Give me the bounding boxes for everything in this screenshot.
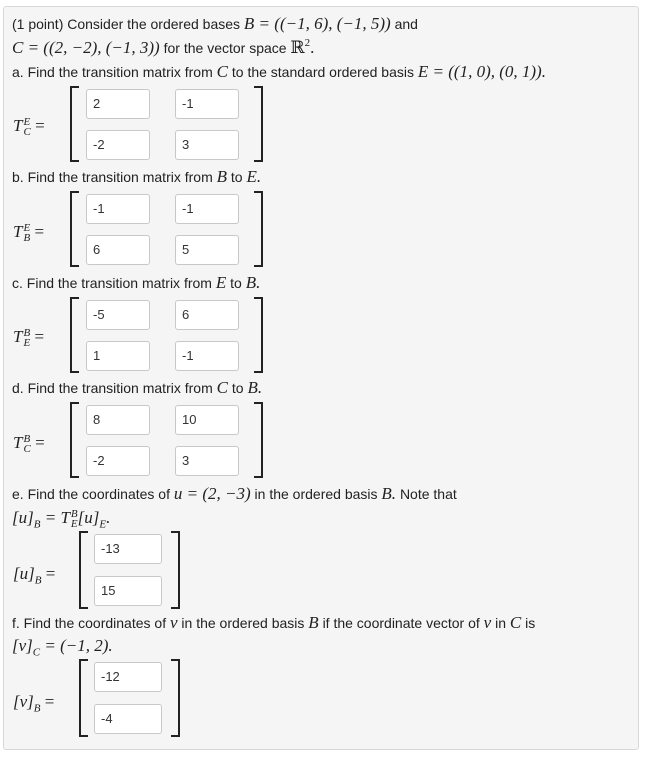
part-b-prompt: b. Find the transition matrix from B to E.: [12, 167, 262, 186]
part-a-label: T E C =: [13, 116, 45, 139]
part-e-label: $[u]_B$ =: [13, 564, 56, 587]
matrix-input[interactable]: -1: [175, 89, 239, 119]
vector-input[interactable]: 15: [94, 576, 162, 606]
part-b-label: T E B =: [13, 222, 45, 245]
matrix-input[interactable]: 8: [86, 405, 150, 435]
points-label: (1 point): [12, 16, 64, 32]
right-bracket: [171, 531, 180, 609]
vector-input[interactable]: -13: [94, 534, 162, 564]
left-bracket: [70, 297, 79, 373]
part-c-prompt: c. Find the transition matrix from E to B.: [12, 273, 261, 292]
part-d-prompt: d. Find the transition matrix from C to B.: [12, 378, 263, 397]
matrix-input[interactable]: -5: [86, 300, 150, 330]
matrix-input[interactable]: 1: [86, 341, 150, 371]
matrix-input[interactable]: 3: [175, 446, 239, 476]
left-bracket: [70, 86, 79, 162]
matrix-input[interactable]: 10: [175, 405, 239, 435]
part-e-note: $[u]_B = T$ B E $[u]_E$.: [12, 508, 111, 531]
matrix-input[interactable]: 6: [86, 235, 150, 265]
right-bracket: [254, 191, 263, 267]
left-bracket: [79, 531, 88, 609]
right-bracket: [254, 86, 263, 162]
matrix-input[interactable]: 5: [175, 235, 239, 265]
vector-input[interactable]: -4: [94, 704, 162, 734]
left-bracket: [70, 191, 79, 267]
part-a-prompt: a. Find the transition matrix from C to the standard ordered basis E = ((1, 0), (0, 1)).: [12, 62, 546, 81]
matrix-input[interactable]: -2: [86, 446, 150, 476]
right-bracket: [171, 659, 180, 737]
basis-C-definition: C = ((2, −2), (−1, 3)): [12, 38, 160, 57]
basis-B-definition: B = ((−1, 6), (−1, 5)): [243, 14, 391, 33]
part-d-label: T B C =: [13, 433, 45, 456]
part-f-prompt: f. Find the coordinates of v in the ordered basis B if the coordinate vector of v in C is: [12, 613, 536, 632]
part-e-prompt: e. Find the coordinates of u = (2, −3) in the ordered basis B. Note that: [12, 484, 457, 503]
vector-input[interactable]: -12: [94, 662, 162, 692]
intro-line-1: (1 point) Consider the ordered bases B = ((−1, 6), (−1, 5)) and: [12, 14, 418, 33]
part-c-label: T B E =: [13, 327, 45, 350]
vector-space: ℝ$^2$.: [290, 37, 315, 57]
right-bracket: [254, 297, 263, 373]
left-bracket: [79, 659, 88, 737]
part-f-label: $[v]_B$ =: [13, 692, 55, 715]
matrix-input[interactable]: 6: [175, 300, 239, 330]
part-f-coordinate-vector: $[v]_C = (-1$, 2).: [12, 636, 113, 659]
intro-line-2: C = ((2, −2), (−1, 3)) for the vector space ℝ$^2$.: [12, 37, 315, 57]
matrix-input[interactable]: -1: [175, 341, 239, 371]
matrix-input[interactable]: -1: [86, 194, 150, 224]
right-bracket: [254, 402, 263, 478]
matrix-input[interactable]: -1: [175, 194, 239, 224]
matrix-input[interactable]: 3: [175, 130, 239, 160]
left-bracket: [70, 402, 79, 478]
matrix-input[interactable]: -2: [86, 130, 150, 160]
matrix-input[interactable]: 2: [86, 89, 150, 119]
